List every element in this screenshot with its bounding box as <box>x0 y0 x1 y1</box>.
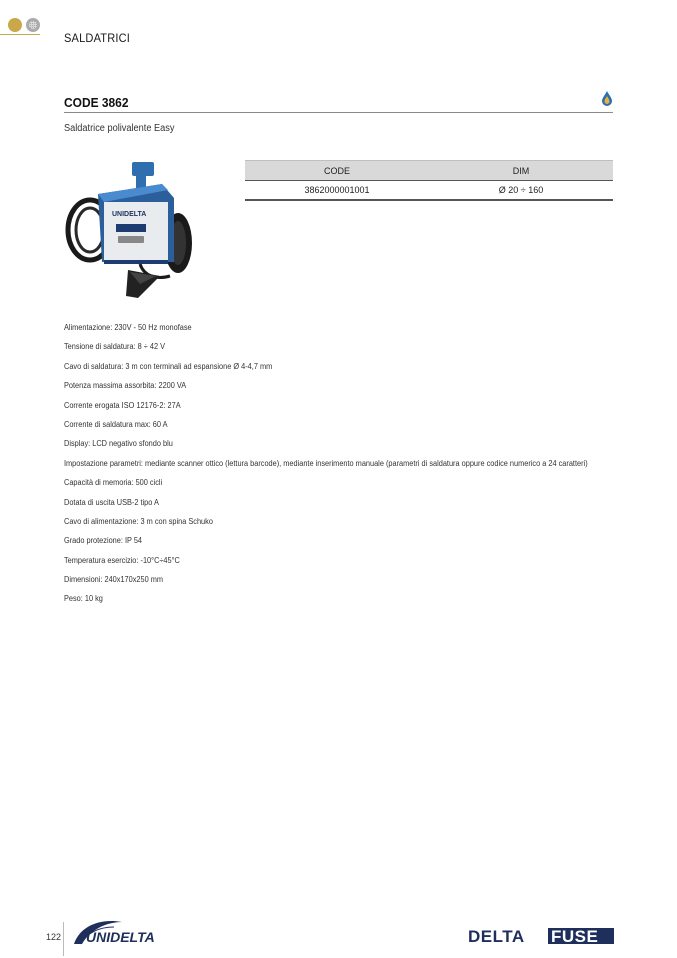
spec-line: Impostazione parametri: mediante scanner ottico (lettura barcode), mediante inserimento manuale (parametri di saldatura oppure codice numerico a 24 caratteri) <box>64 458 588 468</box>
spec-line: Cavo di alimentazione: 3 m con spina Schuko <box>64 516 213 526</box>
table-header-row <box>245 161 613 181</box>
title-rule <box>64 112 613 113</box>
unidelta-logo-text: UNIDELTA <box>86 929 155 945</box>
deltafuse-logo-fuse: FUSE <box>551 927 599 946</box>
spec-line: Corrente erogata ISO 12176-2: 27A <box>64 400 181 410</box>
table-cell-dim: Ø 20 ÷ 160 <box>429 181 613 201</box>
spec-line: Capacità di memoria: 500 cicli <box>64 478 163 488</box>
header-accent-rule <box>0 34 40 35</box>
table-header-dim: DIM <box>429 161 613 181</box>
specifications-list <box>64 322 624 613</box>
spec-line: Corrente di saldatura max: 60 A <box>64 419 168 429</box>
spec-line: Tensione di saldatura: 8 ÷ 42 V <box>64 342 166 352</box>
spec-line: Temperatura esercizio: -10°C÷45°C <box>64 555 180 565</box>
spec-line: Dimensioni: 240x170x250 mm <box>64 575 164 585</box>
page-number: 122 <box>46 932 62 942</box>
table-header-code: CODE <box>245 161 429 181</box>
table-cell-code: 3862000001001 <box>245 181 429 201</box>
spec-line: Grado protezione: IP 54 <box>64 536 143 546</box>
spec-line: Alimentazione: 230V - 50 Hz monofase <box>64 323 192 332</box>
gold-dot-icon <box>8 18 22 32</box>
spec-line: Dotata di uscita USB-2 tipo A <box>64 497 159 507</box>
deltafuse-logo <box>468 926 614 946</box>
product-subtitle: Saldatrice polivalente Easy <box>64 123 175 134</box>
spec-line: Potenza massima assorbita: 2200 VA <box>64 381 187 391</box>
section-title: SALDATRICI <box>64 31 131 45</box>
machine-brand-label: UNIDELTA <box>112 211 147 218</box>
code-dim-table <box>245 160 613 201</box>
table-row <box>245 181 613 201</box>
spec-line: Peso: 10 kg <box>64 594 103 604</box>
deltafuse-logo-delta: DELTA <box>468 927 525 946</box>
flame-drop-icon <box>600 90 614 106</box>
spec-line: Display: LCD negativo sfondo blu <box>64 439 173 449</box>
welding-machine-image <box>60 158 200 308</box>
footer-divider <box>63 922 64 956</box>
product-code-title: CODE 3862 <box>64 95 129 110</box>
unidelta-logo <box>70 918 210 946</box>
grey-dot-icon <box>26 18 40 32</box>
spec-line: Cavo di saldatura: 3 m con terminali ad espansione Ø 4-4,7 mm <box>64 361 273 371</box>
